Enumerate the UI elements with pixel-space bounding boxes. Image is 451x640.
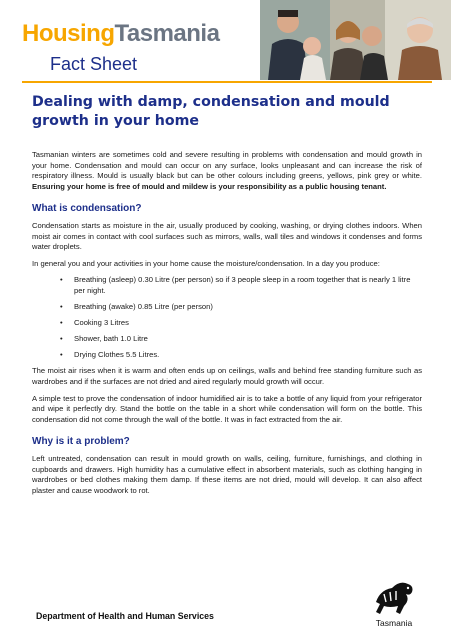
list-item: • Shower, bath 1.0 Litre (60, 334, 422, 345)
list-item: • Breathing (awake) 0.85 Litre (per person) (60, 302, 422, 313)
paragraph: Left untreated, condensation can result in mould growth on walls, ceiling, furniture, furnishings, and clothing in cupboards and drawers. High humidity has a cumulative effect in absorbent materials, such as clothing hanging in wardrobes or bed clothes making them damp. If these items are not dried, mould will develop. It can also affect plaster and cause woodwork to rot. (32, 453, 422, 495)
page-header (0, 0, 451, 80)
paragraph: In general you and your activities in your home cause the moisture/condensation. In a day you produce: (32, 258, 380, 268)
tasmania-government-logo (364, 572, 424, 634)
intro-bold-text: Ensuring your home is free of mould and mildew is your responsibility as a public housing tenant. (32, 181, 387, 191)
intro-paragraph (32, 150, 422, 192)
fact-sheet-label: Fact Sheet (50, 54, 138, 74)
paragraph: A simple test to prove the condensation of indoor humidified air is to take a bottle of any liquid from your refrigerator and wipe it perfectly dry. Stand the bottle on the table in a short while condensation will form on the bottle. This condensation did not come through the wall of the bottle. It was in fact extracted from the air. (32, 393, 422, 424)
tasmanian-tiger-icon (370, 572, 418, 618)
housing-tasmania-logo (22, 20, 219, 48)
header-divider (22, 81, 432, 83)
list-item: • Drying Clothes 5.5 Litres. (60, 350, 422, 361)
paragraph: The moist air rises when it is warm and often ends up on ceilings, walls and behind free standing furniture such as wardrobes and if the surfaces are not dried and aired regularly mould growth will occur. (32, 366, 422, 386)
main-content (32, 150, 422, 502)
intro-text: Tasmanian winters are sometimes cold and severe resulting in problems with condensation and mould growth in your home. Condensation and mould can occur on any surface, looks unpleasant and can increase the risk of respiratory illness. Mould is usually black but can be other colours including greens, yellows, pink grey or white. (32, 150, 422, 181)
list-item: • Cooking 3 Litres (60, 318, 422, 329)
moisture-sources-list (60, 275, 422, 361)
section-heading-problem: Why is it a problem? (32, 436, 130, 448)
family-photo-image (260, 0, 451, 80)
paragraph: Condensation starts as moisture in the air, usually produced by cooking, washing, or drying clothes indoors. When moist air comes in contact with cool surfaces such as mirrors, walls, wall tiles and windows it condenses and forms water droplets. (32, 220, 422, 252)
tasmania-logo-label: Tasmania (375, 618, 413, 628)
logo-tasmania-text: Tasmania (114, 20, 220, 47)
section-heading-condensation: What is condensation? (32, 203, 142, 215)
list-item: • Breathing (asleep) 0.30 Litre (per person) so if 3 people sleep in a room together that is nearly 1 litre per night. (60, 275, 422, 296)
page-title: Dealing with damp, condensation and mould growth in your home (32, 94, 390, 129)
logo-housing-text: Housing (22, 20, 115, 47)
header-photo (260, 0, 451, 80)
department-name: Department of Health and Human Services (36, 611, 214, 621)
